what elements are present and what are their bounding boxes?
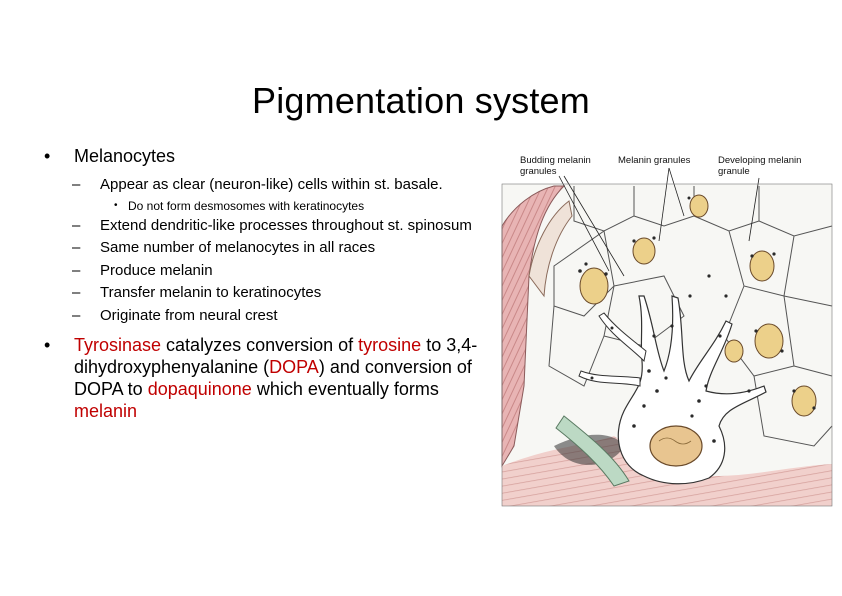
label-budding-melanin-granules: Budding melanin granules: [520, 155, 591, 177]
highlight-dopaquinone: dopaquinone: [147, 379, 252, 399]
illustration-graphic: [494, 146, 842, 508]
sub-bullet-text: Transfer melanin to keratinocytes: [100, 284, 322, 301]
bullet-dot: •: [44, 335, 51, 355]
highlight-tyrosinase: Tyrosinase: [74, 335, 162, 355]
sub-bullet-text: Extend dendritic-like processes throughout st. spinosum: [100, 216, 472, 234]
sub-bullet-dendritic: [30, 217, 500, 236]
sub-bullet-neural-crest: [30, 307, 500, 326]
bullet-dot: •: [44, 146, 51, 166]
sub-bullet-dash: –: [72, 176, 81, 193]
sub-bullet-dash: –: [72, 216, 81, 234]
label-melanin-granules: Melanin granules: [618, 155, 691, 166]
sub-bullet-clear-cells: [30, 176, 500, 195]
sub-sub-bullet-desmosomes: [30, 198, 500, 214]
sub-bullet-same-number: [30, 239, 500, 258]
bullet-text: which eventually forms: [251, 379, 439, 399]
sub-bullet-produce: [30, 262, 500, 281]
sub-sub-bullet-text: Do not form desmosomes with keratinocytes: [128, 198, 365, 213]
sub-bullet-dash: –: [72, 284, 81, 301]
sub-bullet-text: Appear as clear (neuron-like) cells within st. basale.: [100, 176, 443, 193]
sub-bullet-transfer: [30, 284, 500, 303]
sub-bullet-dash: –: [72, 239, 81, 256]
bullet-list: [30, 145, 500, 422]
bullet-text: to 3,4-dihydroxyphenyalanine (: [74, 335, 478, 377]
sub-bullet-dash: –: [72, 306, 81, 324]
bullet-label: Melanocytes: [74, 146, 176, 166]
melanocyte-nucleus: [650, 426, 702, 466]
bullet-tyrosinase: [30, 334, 484, 422]
bullet-text: catalyzes conversion of: [161, 335, 359, 355]
sub-bullet-text: Same number of melanocytes in all races: [100, 239, 376, 256]
highlight-dopa: DOPA: [269, 357, 319, 377]
bullet-melanocytes: [30, 145, 500, 167]
highlight-melanin: melanin: [74, 401, 138, 421]
page-title: Pigmentation system: [252, 80, 590, 121]
melanocyte-illustration: [494, 146, 842, 508]
sub-bullet-dash: –: [72, 261, 81, 279]
sub-bullet-text: Originate from neural crest: [100, 306, 278, 324]
bullet-text: ) and conversion of DOPA to: [74, 357, 472, 399]
label-developing-melanin-granule: Developing melanin granule: [718, 155, 802, 177]
highlight-tyrosine: tyrosine: [358, 335, 422, 355]
sub-bullet-text: Produce melanin: [100, 261, 213, 279]
sub-sub-bullet-dot: •: [114, 199, 118, 211]
